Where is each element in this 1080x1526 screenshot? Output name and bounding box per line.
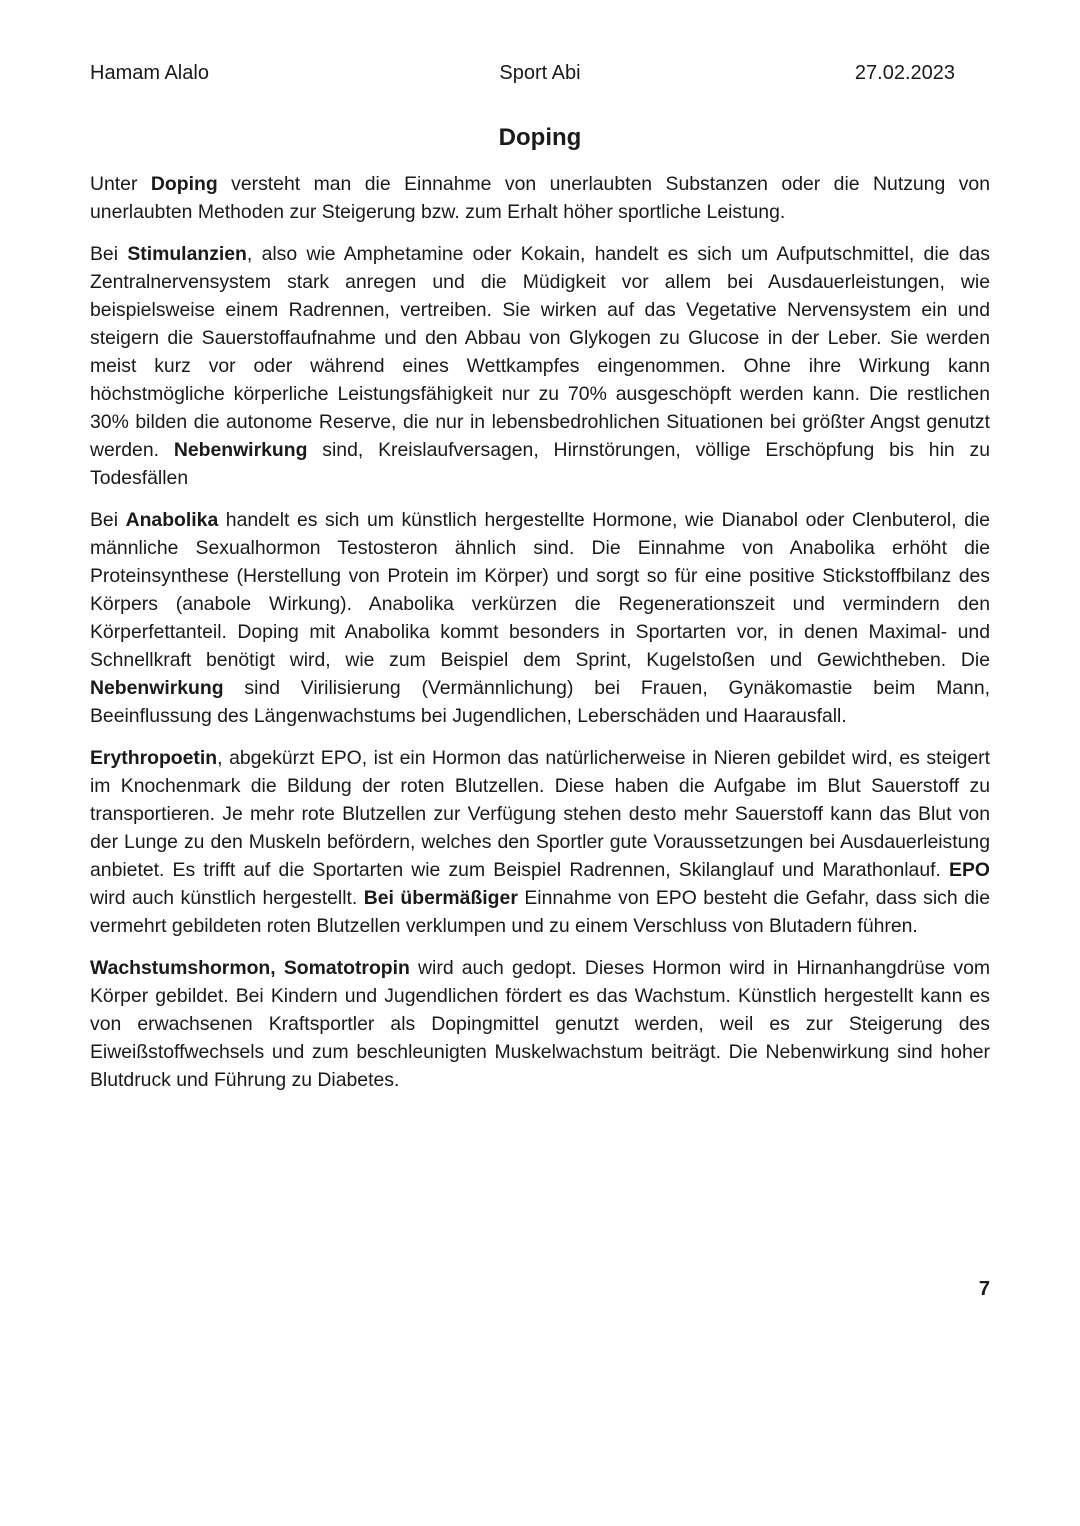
term-stimulanzien: Stimulanzien: [127, 243, 247, 265]
term-nebenwirkung: Nebenwirkung: [173, 439, 308, 461]
header-date: 27.02.2023: [854, 62, 955, 84]
term-nebenwirkung: Nebenwirkung: [90, 677, 224, 699]
paragraph-anabolika: Bei Anabolika handelt es sich um künstlich hergestellte Hormone, wie Dianabol oder Clenbuterol, die männliche Sexualhormon Testosteron ähnlich sind. Die Einnahme von Anabolika erhöht die Proteinsynthese (Herstellung von Protein im Körper) und sorgt so für eine positive Stickstoffbilanz des Körpers (anabole Wirkung). Anabolika verkürzen die Regenerationszeit und vermindern den Körperfettanteil. Doping mit Anabolika kommt besonders in Sportarten vor, in denen Maximal- und Schnellkraft benötigt wird, wie zum Beispiel dem Sprint, Kugelstoßen und Gewichtheben. Die Nebenwirkung sind Virilisierung (Vermännlichung) bei Frauen, Gynäkomastie beim Mann, Beeinflussung des Längenwachstums bei Jugendlichen, Leberschäden und Haarausfall.: [90, 509, 990, 727]
term-anabolika: Anabolika: [125, 509, 219, 531]
paragraph-erythropoetin: Erythropoetin, abgekürzt EPO, ist ein Hormon das natürlicherweise in Nieren gebildet wird, es steigert im Knochenmark die Bildung der roten Blutzellen. Diese haben die Aufgabe im Blut Sauerstoff zu transportieren. Je mehr rote Blutzellen zur Verfügung stehen desto mehr Sauerstoff kann das Blut von der Lunge zu den Muskeln befördern, welches den Sportler gute Voraussetzungen bei Ausdauerleistung anbietet. Es trifft auf die Sportarten wie zum Beispiel Radrennen, Skilanglauf und Marathonlauf. EPO wird auch künstlich hergestellt. Bei übermäßiger Einnahme von EPO besteht die Gefahr, dass sich die vermehrt gebildeten roten Blutzellen verklumpen und zu einem Verschluss von Blutadern führen.: [90, 747, 990, 937]
term-uebermaessig: Bei übermäßiger: [363, 887, 518, 909]
term-epo: EPO: [949, 859, 990, 881]
term-wachstumshormon: Wachstumshormon, Somatotropin: [90, 957, 410, 979]
paragraph-wachstumshormon: Wachstumshormon, Somatotropin wird auch gedopt. Dieses Hormon wird in Hirnanhangdrüse vom Körper gebildet. Bei Kindern und Jugendlichen fördert es das Wachstum. Künstlich hergestellt kann es von erwachsenen Kraftsportler als Dopingmittel genutzt werden, weil es zur Steigerung des Eiweißstoffwechsels und zum beschleunigten Muskelwachstum beiträgt. Die Nebenwirkung sind hoher Blutdruck und Führung zu Diabetes.: [90, 957, 991, 1091]
document-title: Doping: [498, 124, 582, 151]
header-author: Hamam Alalo: [90, 62, 209, 84]
term-erythropoetin: Erythropoetin: [90, 747, 218, 769]
paragraph-stimulanzien: Bei Stimulanzien, also wie Amphetamine oder Kokain, handelt es sich um Aufputschmittel, die das Zentralnervensystem stark anregen und die Müdigkeit vor allem bei Ausdauerleistungen, wie beispielsweise einem Radrennen, vertreiben. Sie wirken auf das Vegetative Nervensystem ein und steigern die Sauerstoffaufnahme und den Abbau von Glykogen zu Glucose in der Leber. Sie werden meist kurz vor oder während eines Wettkampfes eingenommen. Ohne ihre Wirkung kann höchstmögliche körperliche Leistungsfähigkeit nur zu 70% ausgeschöpft werden kann. Die restlichen 30% bilden die autonome Reserve, die nur in lebensbedrohlichen Situationen bei größter Angst genutzt werden. Nebenwirkung sind, Kreislaufversagen, Hirnstörungen, völlige Erschöpfung bis hin zu Todesfällen: [90, 243, 990, 489]
paragraph-definition: Unter Doping versteht man die Einnahme von unerlaubten Substanzen oder die Nutzung von unerlaubten Methoden zur Steigerung bzw. zum Erhalt höher sportliche Leistung.: [90, 173, 990, 223]
document-body: [90, 170, 990, 1108]
term-doping: Doping: [150, 173, 218, 195]
header-subject: Sport Abi: [499, 62, 581, 84]
page-header: [90, 62, 955, 92]
page-number: 7: [978, 1278, 990, 1300]
